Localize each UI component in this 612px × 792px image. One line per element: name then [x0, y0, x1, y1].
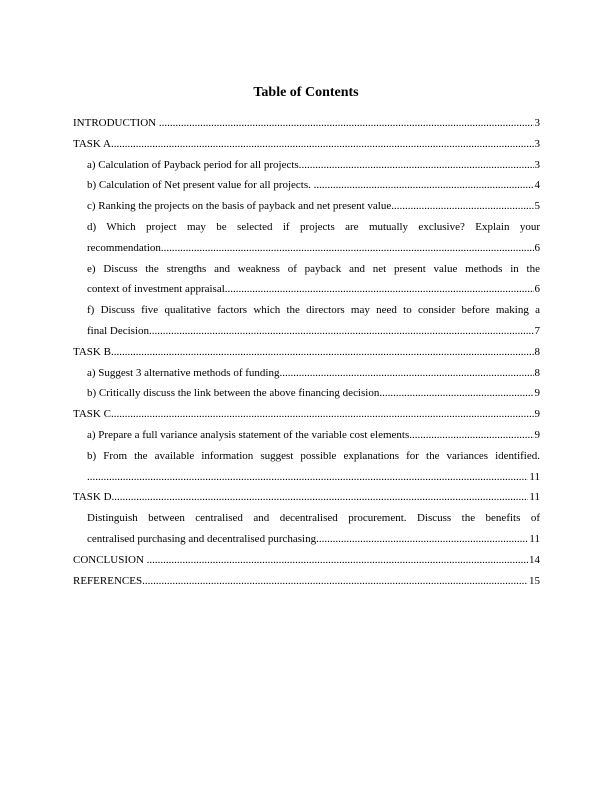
toc-entry-text: e) Discuss the strengths and weakness of payback and net present value methods in the	[87, 262, 540, 275]
toc-entry[interactable]	[73, 383, 540, 404]
toc-page-number: 6	[534, 238, 541, 259]
dot-leader	[279, 367, 540, 379]
toc-page-number: 3	[534, 134, 541, 155]
toc-entry-text: centralised purchasing and decentralised purchasing	[87, 532, 317, 545]
toc-entry[interactable]	[73, 300, 540, 342]
toc-page-number: 9	[534, 404, 541, 425]
toc-entry-text: TASK D	[73, 491, 112, 504]
dot-leader	[159, 117, 540, 129]
toc-entry[interactable]	[73, 487, 540, 508]
toc-entry[interactable]	[73, 404, 540, 425]
toc-entry[interactable]	[73, 571, 540, 592]
toc-page-number: 6	[534, 279, 541, 300]
toc-entry-text: context of investment appraisal	[87, 283, 225, 296]
toc-entry-text: f) Discuss five qualitative factors which the directors may need to consider before making a	[87, 304, 540, 317]
dot-leader	[87, 471, 540, 483]
toc-page-number: 3	[534, 155, 541, 176]
toc-entry[interactable]	[73, 425, 540, 446]
toc-entry-text: a) Suggest 3 alternative methods of funding	[87, 366, 280, 379]
toc-entry[interactable]	[73, 446, 540, 488]
toc-entry-text: c) Ranking the projects on the basis of payback and net present value.	[87, 200, 394, 213]
toc-title: Table of Contents	[253, 85, 359, 100]
toc-page-number: 11	[528, 487, 540, 508]
toc-entry-text: TASK A	[73, 137, 111, 150]
dot-leader	[142, 575, 540, 587]
toc-entry[interactable]	[73, 363, 540, 384]
toc-page-number: 4	[534, 175, 541, 196]
dot-leader	[379, 387, 540, 399]
table-of-contents	[73, 113, 540, 591]
toc-entry[interactable]	[73, 217, 540, 259]
toc-entry-text: d) Which project may be selected if projects are mutually exclusive? Explain your	[87, 220, 540, 233]
dot-leader	[112, 491, 540, 503]
toc-page-number: 7	[534, 321, 541, 342]
dot-leader	[149, 325, 540, 337]
toc-entry-text: a) Calculation of Payback period for all projects.	[87, 158, 302, 171]
toc-page-number: 9	[534, 425, 541, 446]
toc-entry[interactable]	[73, 342, 540, 363]
toc-page-number: 3	[534, 113, 541, 134]
toc-page-number: 14	[528, 550, 540, 571]
dot-leader	[301, 159, 540, 171]
toc-entry[interactable]	[73, 134, 540, 155]
toc-entry[interactable]	[73, 113, 540, 134]
toc-entry-text: b) Critically discuss the link between the above financing decision	[87, 387, 380, 400]
toc-page-number: 8	[534, 363, 541, 384]
toc-page-number: 9	[534, 383, 541, 404]
toc-page-number: 15	[528, 571, 540, 592]
dot-leader	[409, 429, 540, 441]
toc-page-number: 5	[534, 196, 541, 217]
dot-leader	[147, 554, 540, 566]
dot-leader	[394, 200, 540, 212]
dot-leader	[111, 138, 540, 150]
dot-leader	[314, 179, 540, 191]
toc-entry-text: TASK C	[73, 408, 111, 421]
toc-entry[interactable]	[73, 196, 540, 217]
dot-leader	[225, 283, 540, 295]
toc-page-number: 8	[534, 342, 541, 363]
toc-entry-text: CONCLUSION	[73, 553, 147, 566]
toc-entry-text: Distinguish between centralised and decentralised procurement. Discuss the benefits of	[87, 512, 540, 525]
toc-entry-text: INTRODUCTION	[73, 117, 159, 129]
toc-entry-text: TASK B	[73, 345, 111, 358]
toc-entry[interactable]	[73, 550, 540, 571]
toc-entry[interactable]	[73, 508, 540, 550]
toc-entry-text: b) From the available information suggest possible explanations for the variances identified.	[87, 449, 540, 462]
toc-entry-text: REFERENCES	[73, 574, 143, 587]
toc-page-number: 11	[528, 529, 540, 550]
toc-entry[interactable]	[73, 155, 540, 176]
toc-entry[interactable]	[73, 259, 540, 301]
dot-leader	[161, 242, 540, 254]
toc-entry-text: a) Prepare a full variance analysis statement of the variable cost elements	[87, 428, 410, 441]
toc-page-number: 11	[528, 467, 540, 488]
dot-leader	[111, 346, 540, 358]
toc-entry-text: b) Calculation of Net present value for all projects.	[87, 179, 314, 192]
toc-entry-text: recommendation	[87, 241, 161, 254]
toc-entry[interactable]	[73, 175, 540, 196]
dot-leader	[316, 533, 540, 545]
dot-leader	[111, 408, 540, 420]
toc-entry-text: final Decision	[87, 324, 150, 337]
